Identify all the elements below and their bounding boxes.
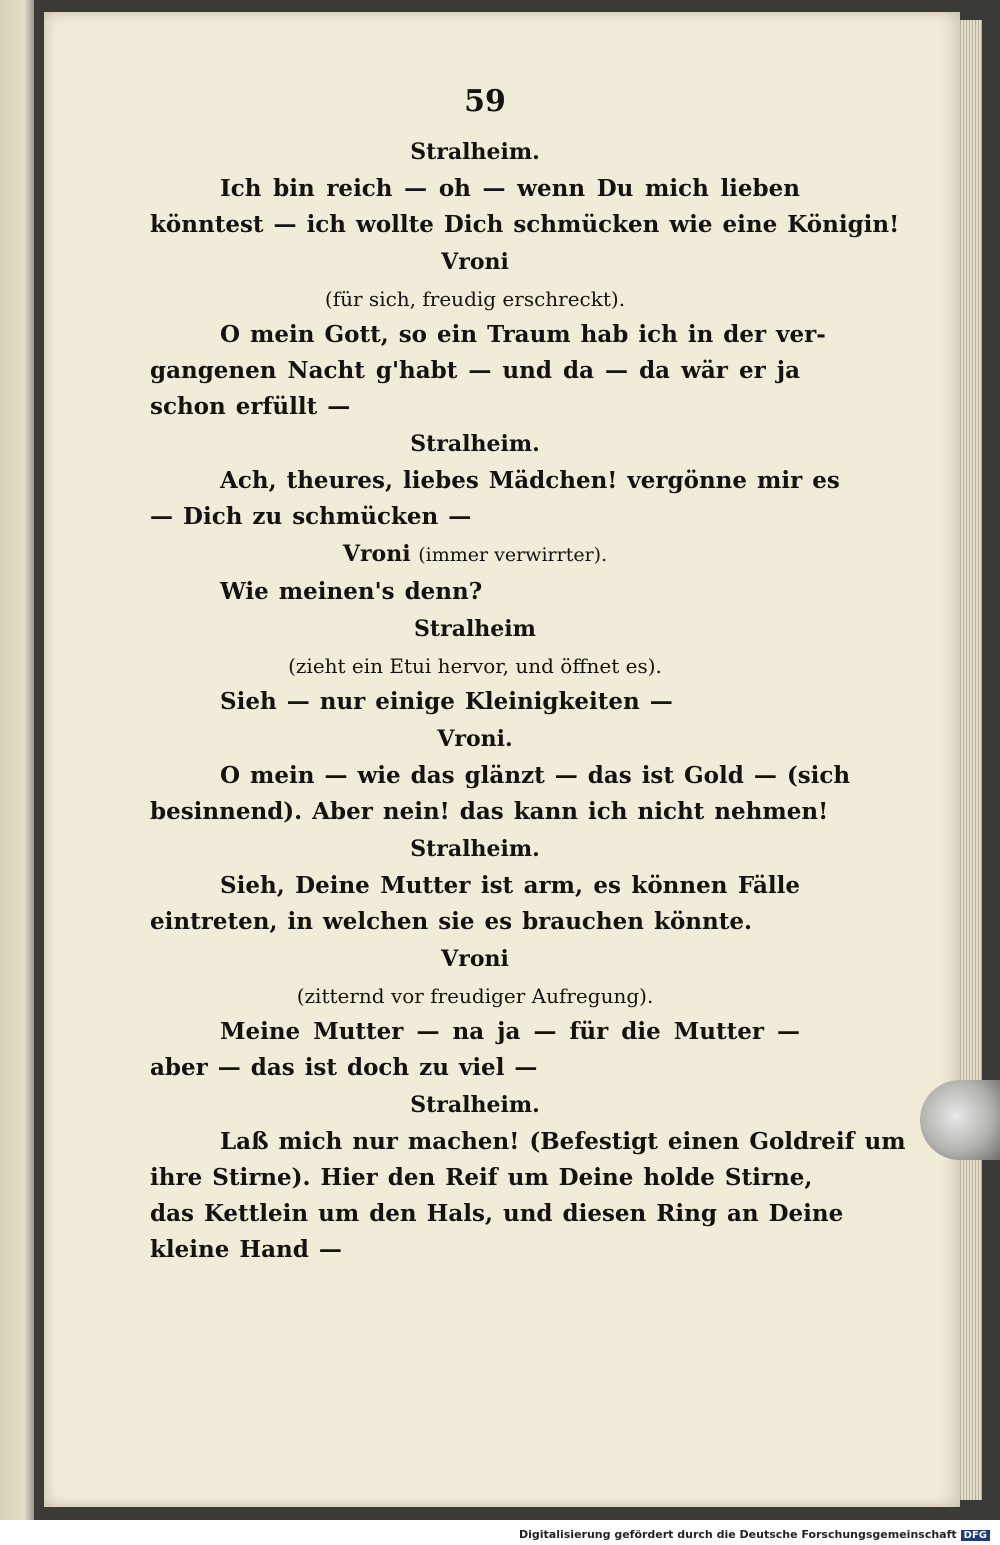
dialogue-line: gangenen Nacht g'habt — und da — da wär er ja [150,357,800,384]
speaker-name: Stralheim [414,616,536,642]
page-clip [920,1080,1000,1160]
speaker-name: Vroni [441,946,509,972]
page-number: 59 [464,84,506,119]
dialogue-line: das Kettlein um den Hals, und diesen Ring an Deine [150,1200,844,1227]
speaker-name: Vroni [342,541,411,567]
speaker-name: Vroni [441,249,509,275]
page-stack-edge [958,20,982,1500]
dialogue-line: ihre Stirne). Hier den Reif um Deine holde Stirne, [150,1164,813,1191]
dialogue-line: O mein — wie das glänzt — das ist Gold — (sich [220,762,851,789]
dialogue-line: kleine Hand — [150,1236,342,1263]
stage-direction: (zitternd vor freudiger Aufregung). [296,984,654,1008]
dialogue-line: Wie meinen's denn? [220,578,483,605]
dialogue-line: Meine Mutter — na ja — für die Mutter — [220,1018,800,1045]
speaker-name: Vroni. [437,726,513,752]
dialogue-line: Ach, theures, liebes Mädchen! vergönne mir es [220,467,840,494]
facing-page-edge [0,0,34,1520]
credit-text: Digitalisierung gefördert durch die Deutsche Forschungsgemeinschaft [518,1528,957,1541]
dialogue-line: aber — das ist doch zu viel — [150,1054,538,1081]
dialogue-line: eintreten, in welchen sie es brauchen könnte. [150,908,753,935]
dfg-logo: DFG [961,1530,990,1541]
dialogue-line: Sieh, Deine Mutter ist arm, es können Fälle [220,872,800,899]
dialogue-line: Laß mich nur machen! (Befestigt einen Goldreif um [220,1128,906,1155]
speaker-with-direction [150,537,800,572]
dialogue-line: Ich bin reich — oh — wenn Du mich lieben [220,175,800,202]
stage-direction: (zieht ein Etui hervor, und öffnet es). [288,654,662,678]
dialogue-line: O mein Gott, so ein Traum hab ich in der ver- [220,321,826,348]
speaker-name: Stralheim. [410,836,540,862]
digitization-credit [0,1528,990,1541]
dialogue-line: Sieh — nur einige Kleinigkeiten — [220,688,673,715]
stage-direction: (immer verwirrter). [418,544,608,566]
speaker-name: Stralheim. [410,139,540,165]
speaker-name: Stralheim. [410,431,540,457]
dialogue-line: schon erfüllt — [150,393,351,420]
page-text [150,84,906,1268]
speaker-name: Stralheim. [410,1092,540,1118]
stage-direction: (für sich, freudig erschreckt). [324,287,626,311]
dialogue-line: könntest — ich wollte Dich schmücken wie eine Königin! [150,211,900,238]
dialogue-line: besinnend). Aber nein! das kann ich nicht nehmen! [150,798,829,825]
dialogue-line: — Dich zu schmücken — [150,503,472,530]
